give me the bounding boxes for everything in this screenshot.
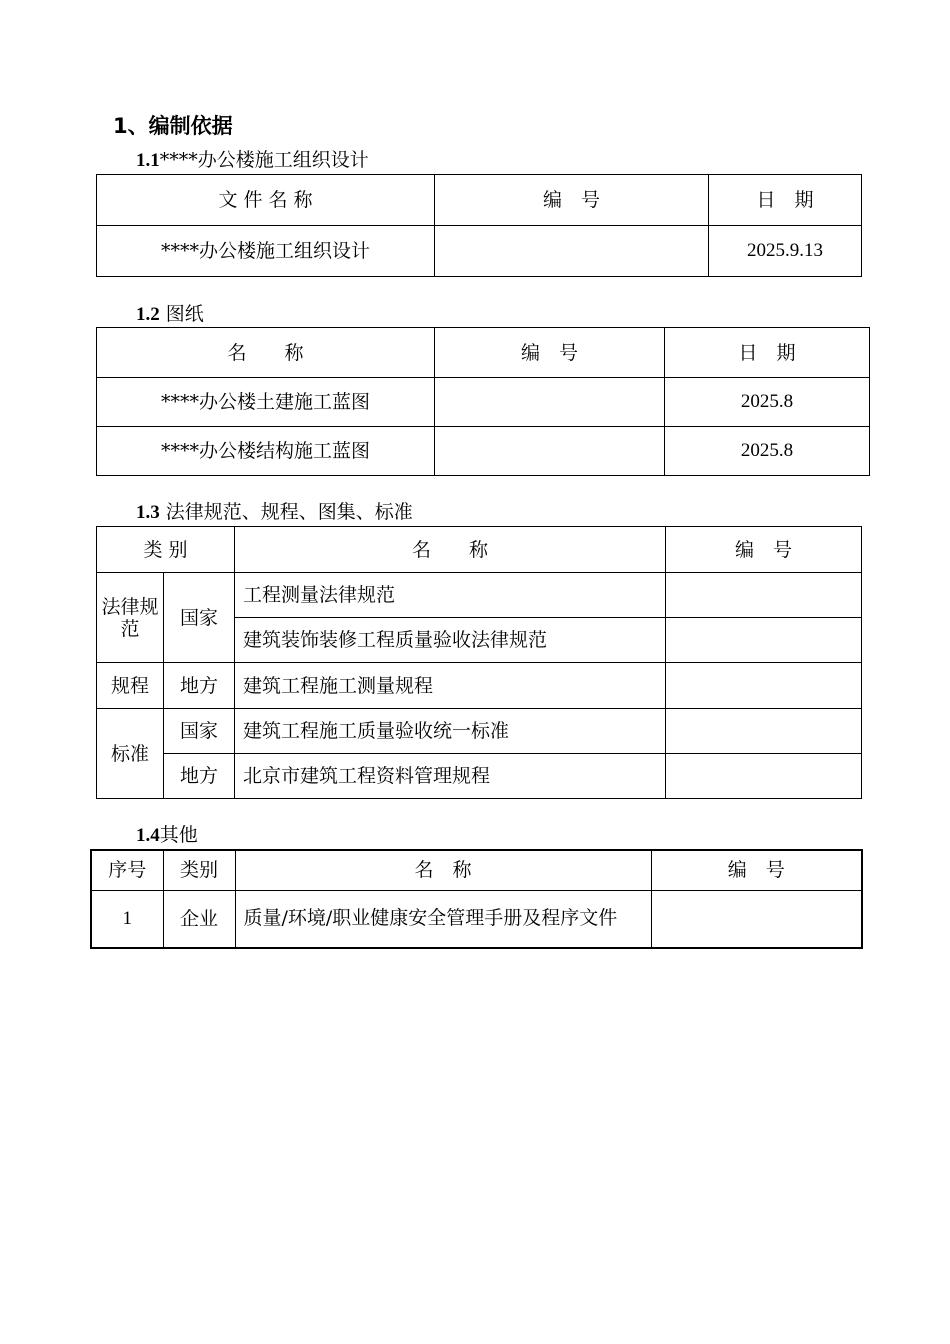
table-header-row [91, 850, 862, 890]
cell-name: ****办公楼施工组织设计 [97, 226, 435, 277]
cell-date: 2025.8 [665, 378, 870, 427]
scope-local: 地方 [164, 663, 235, 709]
subsection-number: 1.1 [136, 150, 160, 171]
cell-number [435, 226, 709, 277]
category-procedure: 规程 [97, 663, 164, 709]
cell-name: ****办公楼土建施工蓝图 [97, 378, 435, 427]
subsection-label: 其他 [159, 824, 198, 846]
other-documents-table [90, 849, 863, 949]
header-date: 日 期 [665, 328, 870, 378]
cell-number [666, 663, 862, 709]
category-law: 法律规范 [97, 573, 164, 663]
scope-national: 国家 [164, 573, 235, 663]
table-row [97, 754, 862, 799]
cell-name: 质量/环境/职业健康安全管理手册及程序文件 [235, 890, 651, 948]
header-name: 名 称 [235, 527, 666, 573]
cell-number [666, 709, 862, 754]
subsection-title-1-1 [136, 148, 369, 173]
header-date: 日 期 [709, 175, 862, 226]
table-header-row [97, 175, 862, 226]
cell-number [435, 378, 665, 427]
table-row [97, 427, 870, 476]
header-name: 名 称 [97, 328, 435, 378]
header-number: 编 号 [666, 527, 862, 573]
header-category: 类别 [163, 850, 235, 890]
table-row [91, 890, 862, 948]
cell-name: 建筑工程施工质量验收统一标准 [235, 709, 666, 754]
subsection-title-1-4 [136, 823, 198, 848]
cell-serial: 1 [91, 890, 163, 948]
table-row [97, 378, 870, 427]
header-serial: 序号 [91, 850, 163, 890]
header-category: 类 别 [97, 527, 235, 573]
section-heading: 1、编制依据 [113, 114, 233, 138]
cell-category: 企业 [163, 890, 235, 948]
table-header-row [97, 328, 870, 378]
table-row [97, 573, 862, 618]
table-row [97, 709, 862, 754]
cell-number [666, 754, 862, 799]
subsection-title-1-3 [136, 500, 413, 525]
cell-number [435, 427, 665, 476]
category-standard: 标准 [97, 709, 164, 799]
table-header-row [97, 527, 862, 573]
header-name: 名 称 [235, 850, 651, 890]
cell-name: ****办公楼结构施工蓝图 [97, 427, 435, 476]
table-row [97, 663, 862, 709]
subsection-number: 1.3 [136, 502, 160, 523]
header-number: 编 号 [435, 328, 665, 378]
subsection-label: 法律规范、规程、图集、标准 [165, 501, 413, 523]
cell-date: 2025.8 [665, 427, 870, 476]
construction-design-table [96, 174, 862, 277]
header-number: 编 号 [651, 850, 862, 890]
cell-number [651, 890, 862, 948]
cell-name: 北京市建筑工程资料管理规程 [235, 754, 666, 799]
scope-local: 地方 [164, 754, 235, 799]
cell-number [666, 618, 862, 663]
cell-name: 建筑装饰装修工程质量验收法律规范 [235, 618, 666, 663]
table-row [97, 226, 862, 277]
subsection-label: 图纸 [165, 303, 204, 325]
header-number: 编 号 [435, 175, 709, 226]
drawings-table [96, 327, 870, 476]
cell-name: 工程测量法律规范 [235, 573, 666, 618]
cell-date: 2025.9.13 [709, 226, 862, 277]
cell-number [666, 573, 862, 618]
subsection-number: 1.4 [136, 825, 160, 846]
scope-national: 国家 [164, 709, 235, 754]
regulations-table [96, 526, 862, 799]
subsection-label: ****办公楼施工组织设计 [159, 149, 369, 171]
subsection-number: 1.2 [136, 304, 160, 325]
header-file-name: 文 件 名 称 [97, 175, 435, 226]
cell-name: 建筑工程施工测量规程 [235, 663, 666, 709]
subsection-title-1-2 [136, 302, 204, 327]
